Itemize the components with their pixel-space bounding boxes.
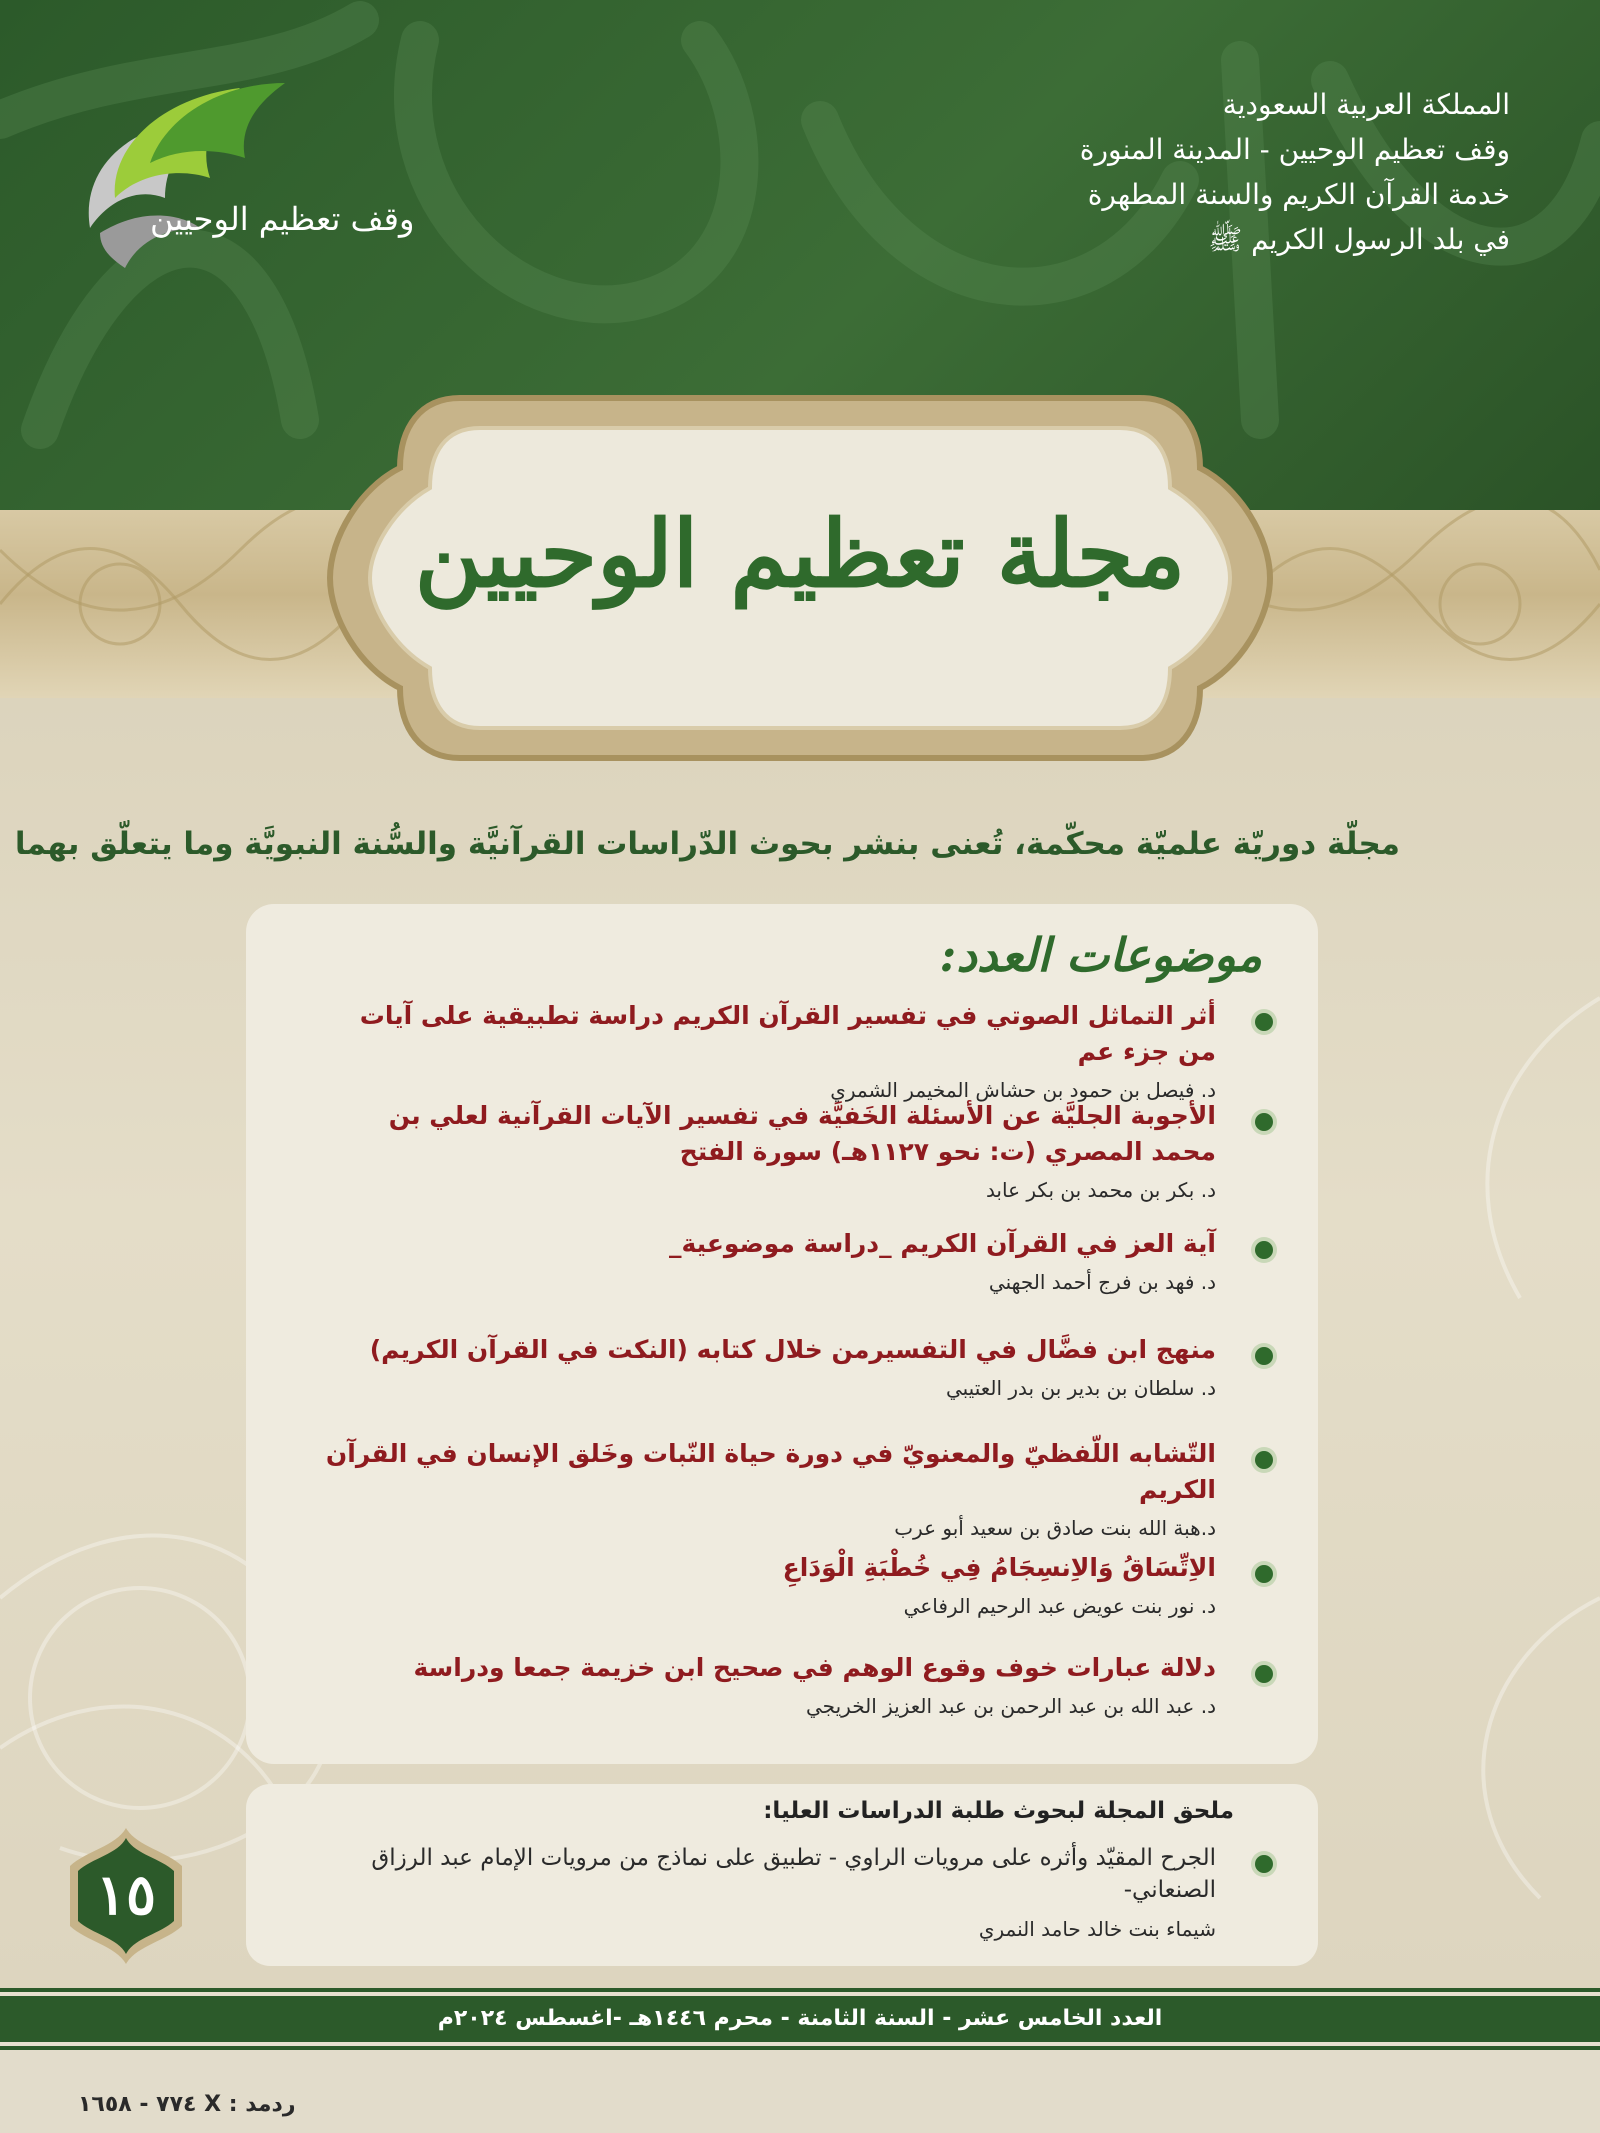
article-title: الأجوبة الجليَّة عن الأسئلة الخَفيَّة في تفسير الآيات القرآنية لعلي بن محمد المصري (ت: نحو ١١٢٧هـ) سورة الفتح <box>388 1101 1216 1166</box>
org-line: وقف تعظيم الوحيين - المدينة المنورة <box>1079 133 1510 166</box>
bullet-icon <box>1250 1008 1278 1036</box>
bullet-icon <box>1250 1560 1278 1588</box>
article-item[interactable] <box>318 1550 1278 1622</box>
supplement-title: الجرح المقيّد وأثره على مرويات الراوي - تطبيق على نماذج من مرويات الإمام عبد الرزاق الصنعاني- <box>371 1845 1216 1903</box>
bullet-icon <box>1250 1236 1278 1264</box>
article-author: د. فهد بن فرج أحمد الجهني <box>988 1270 1216 1294</box>
issue-number: ١٥ <box>95 1862 157 1928</box>
article-item[interactable] <box>318 1226 1278 1298</box>
article-title: التّشابه اللّفظيّ والمعنويّ في دورة حياة النّبات وخَلق الإنسان في القرآن الكريم <box>325 1439 1216 1504</box>
waqf-logo-icon <box>70 78 400 288</box>
article-author: د. عبد الله بن عبد الرحمن بن عبد العزيز الخريجي <box>806 1694 1216 1718</box>
org-line: المملكة العربية السعودية <box>1222 88 1510 121</box>
supplement-panel <box>246 1784 1318 1966</box>
article-item[interactable] <box>318 1650 1278 1722</box>
article-title: دلالة عبارات خوف وقوع الوهم في صحيح ابن خزيمة جمعا ودراسة <box>413 1653 1216 1682</box>
magazine-title: مجلة تعظيم الوحيين <box>414 500 1186 608</box>
article-author: د. بكر بن محمد بن بكر عابد <box>985 1178 1216 1202</box>
article-author: د. فيصل بن حمود بن حشاش المخيمر الشمري <box>830 1078 1216 1102</box>
article-item[interactable] <box>318 1098 1278 1206</box>
article-author: د.هبة الله بنت صادق بن سعيد أبو عرب <box>894 1516 1216 1540</box>
supplement-item[interactable] <box>318 1842 1278 1944</box>
issue-info: العدد الخامس عشر - السنة الثامنة - محرم ١٤٤٦هـ -اغسطس ٢٠٢٤م <box>437 2006 1163 2031</box>
footer-divider <box>0 1988 1600 1992</box>
supplement-heading: ملحق المجلة لبحوث طلبة الدراسات العليا: <box>763 1798 1234 1824</box>
organization-info <box>790 82 1510 262</box>
org-line: في بلد الرسول الكريم ﷺ <box>1208 223 1510 256</box>
article-title: منهج ابن فضَّال في التفسيرمن خلال كتابه (النكت في القرآن الكريم) <box>369 1335 1216 1364</box>
bullet-icon <box>1250 1446 1278 1474</box>
article-author: د. سلطان بن بدير بن بدر العتيبي <box>945 1376 1216 1400</box>
issn-number: ردمد : X ٧٧٤ - ١٦٥٨ <box>78 2092 296 2117</box>
article-title: آية العز في القرآن الكريم _دراسة موضوعية_ <box>668 1229 1216 1258</box>
article-author: د. نور بنت عويض عبد الرحيم الرفاعي <box>903 1594 1216 1618</box>
bullet-icon <box>1250 1850 1278 1878</box>
article-item[interactable] <box>318 1436 1278 1544</box>
supplement-author: شيماء بنت خالد حامد النمري <box>978 1917 1216 1941</box>
magazine-subtitle: مجلّة دوريّة علميّة محكّمة، تُعنى بنشر بحوث الدّراسات القرآنيَّة والسُّنة النبويَّة وما يتعلّق بهما <box>14 826 1400 862</box>
contents-heading: موضوعات العدد: <box>939 928 1262 982</box>
contents-panel <box>246 904 1318 1764</box>
bullet-icon <box>1250 1108 1278 1136</box>
bullet-icon <box>1250 1342 1278 1370</box>
article-item[interactable] <box>318 1332 1278 1404</box>
article-title: أثر التماثل الصوتي في تفسير القرآن الكريم دراسة تطبيقية على آيات من جزء عم <box>359 1001 1216 1066</box>
bullet-icon <box>1250 1660 1278 1688</box>
logo-text: وقف تعظيم الوحيين <box>150 200 415 238</box>
article-item[interactable] <box>318 998 1278 1106</box>
org-line: خدمة القرآن الكريم والسنة المطهرة <box>1087 178 1510 211</box>
article-title: الاِتِّسَاقُ وَالاِنسِجَامُ فِي خُطْبَةِ الْوَدَاعِ <box>782 1553 1216 1582</box>
